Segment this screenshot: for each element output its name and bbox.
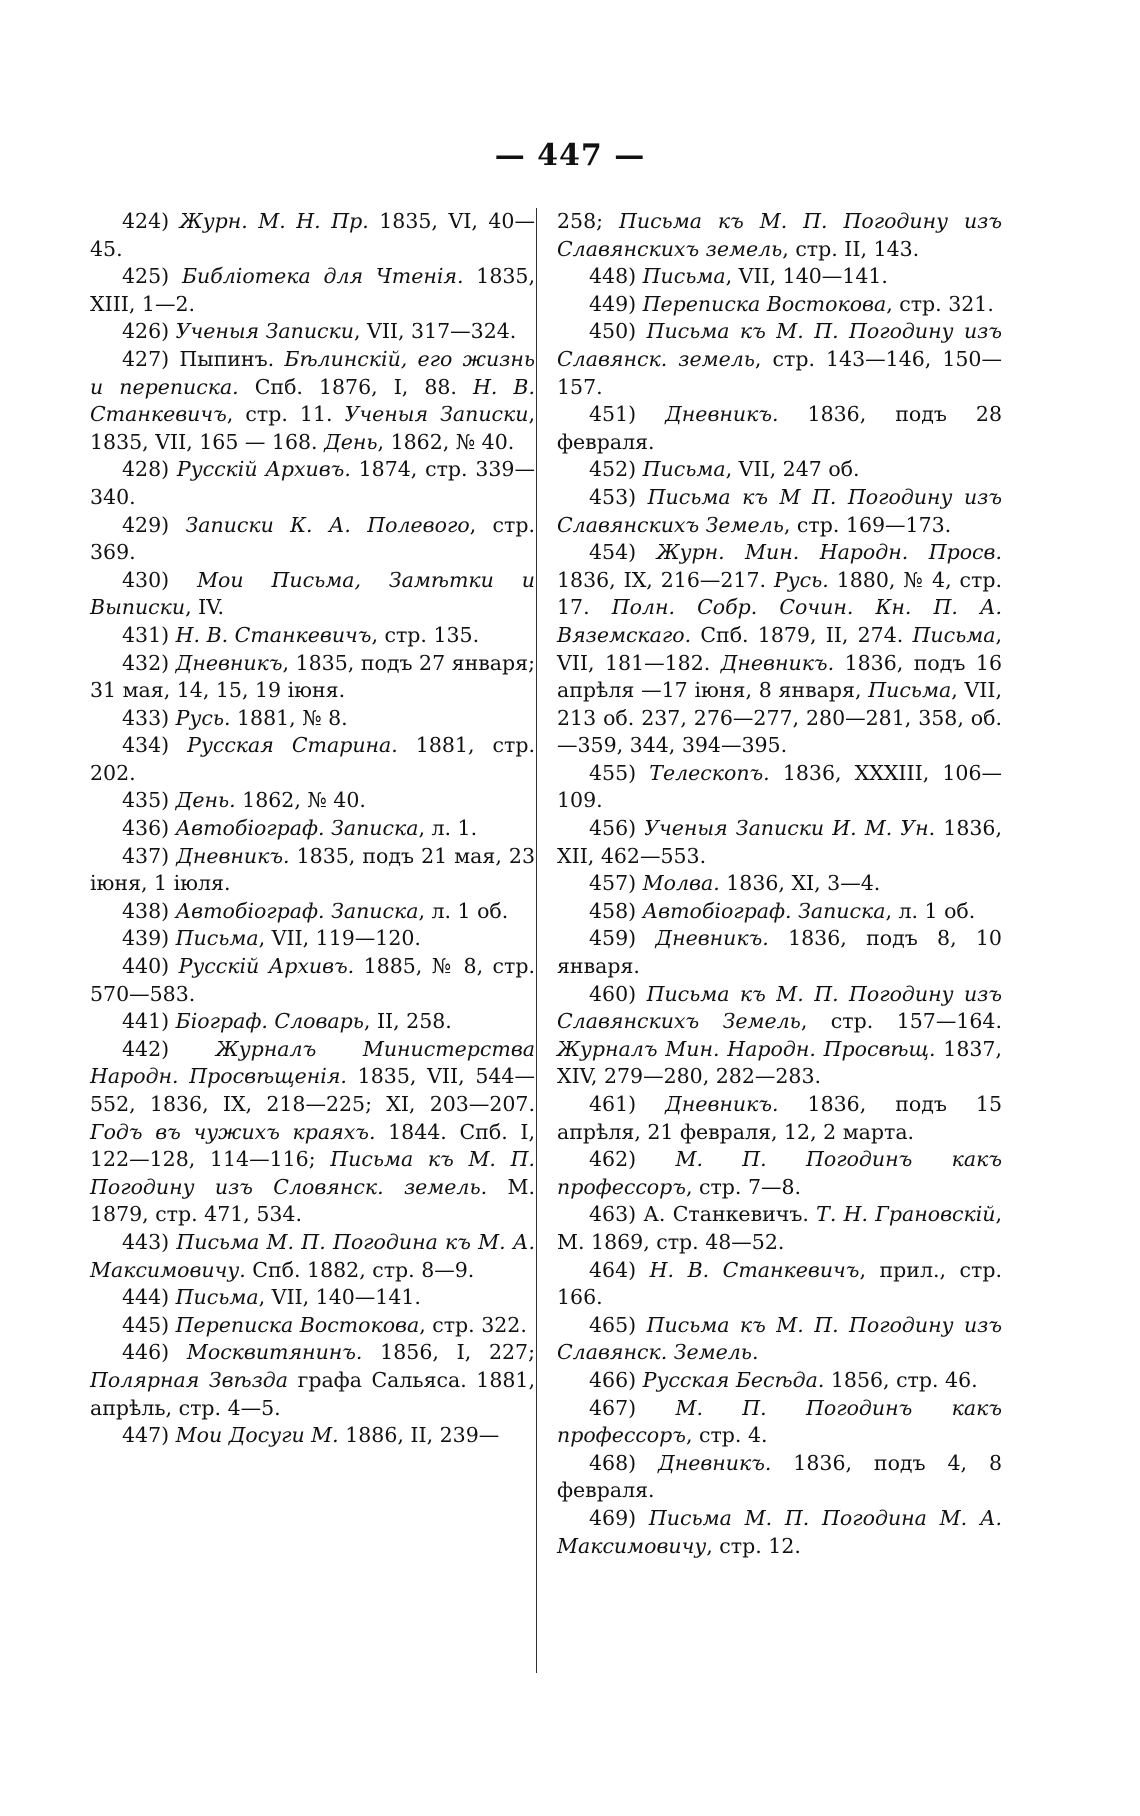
footnote-entry: 438) Автобіограф. Записка, л. 1 об. xyxy=(122,898,509,923)
footnote-entry: 440) Русскій Архивъ. 1885, № 8, стр. 570—583. xyxy=(90,954,535,1006)
footnote-entry: 442) Журналъ Министерства Народн. Просвѣщенія. 1835, VII, 544—552, 1836, IX, 218—225; XI, 203—207. Годъ въ чужихъ краяхъ. 1844. Спб. I, 122—128, 114—116; Письма къ М. П. Погодину изъ Словянск. земель. М. 1879, стр. 471, 534. xyxy=(90,1036,536,1227)
footnote-entry: 458) Автобіограф. Записка, л. 1 об. xyxy=(589,898,976,923)
footnote-entry: 469) Письма М. П. Погодина М. А. Максимовичу, стр. 12. xyxy=(557,1505,1002,1558)
footnote-entry: 456) Ученыя Записки И. М. Ун. 1836, XII, 462—553. xyxy=(557,816,1002,868)
footnote-entry: 439) Письма, VII, 119—120. xyxy=(122,926,421,951)
footnote-entry: 444) Письма, VII, 140—141. xyxy=(122,1285,421,1310)
right-column xyxy=(557,208,1002,1560)
footnote-entry: 467) М. П. Погодинъ какъ профессоръ, стр. 4. xyxy=(557,1395,1002,1448)
footnote-entry: 449) Переписка Востокова, стр. 321. xyxy=(589,291,994,316)
footnote-entry: 437) Дневникъ. 1835, подъ 21 мая, 23 іюня, 1 іюля. xyxy=(90,843,535,896)
footnote-entry: 457) Молва. 1836, XI, 3—4. xyxy=(589,871,881,896)
footnote-entry: 431) Н. В. Станкевичъ, стр. 135. xyxy=(122,622,480,647)
footnote-entry: 428) Русскій Архивъ. 1874, стр. 339—340. xyxy=(90,457,535,509)
footnote-entry: 466) Русская Бесѣда. 1856, стр. 46. xyxy=(589,1367,978,1392)
footnote-entry: 433) Русь. 1881, № 8. xyxy=(122,705,348,730)
footnote-entry: 454) Журн. Мин. Народн. Просв. 1836, IX, 216—217. Русь. 1880, № 4, стр. 17. Полн. Собр. Сочин. Кн. П. А. Вяземскаго. Спб. 1879, II, 274. Письма, VII, 181—182. Дневникъ. 1836, подъ 16 апрѣля —17 іюня, 8 января, Письма, VII, 213 об. 237, 276—277, 280—281, 358, об. —359, 344, 394—395. xyxy=(557,540,1002,758)
footnote-entry: 441) Біограф. Словарь, II, 258. xyxy=(122,1009,452,1034)
footnote-entry: 450) Письма къ М. П. Погодину изъ Славянск. земель, стр. 143—146, 150—157. xyxy=(557,319,1002,399)
footnote-entry: 432) Дневникъ, 1835, подъ 27 января; 31 мая, 14, 15, 19 іюня. xyxy=(90,650,535,703)
footnote-entry: 425) Библіотека для Чтенія. 1835, XIII, 1—2. xyxy=(90,264,535,316)
footnote-entry: 463) А. Станкевичъ. Т. Н. Грановскій, М. 1869, стр. 48—52. xyxy=(557,1202,1003,1254)
footnote-entry: 455) Телескопъ. 1836, XXXIII, 106—109. xyxy=(557,760,1002,813)
footnote-entry: 465) Письма къ М. П. Погодину изъ Славянск. Земель. xyxy=(557,1312,1002,1365)
footnote-entry: 459) Дневникъ. 1836, подъ 8, 10 января. xyxy=(557,926,1002,979)
column-divider xyxy=(536,208,537,1673)
footnote-entry: 460) Письма къ М. П. Погодину изъ Славянскихъ Земель, стр. 157—164. Журналъ Мин. Народн. Просвѣщ. 1837, XIV, 279—280, 282—283. xyxy=(557,981,1002,1089)
footnote-entry: 452) Письма, VII, 247 об. xyxy=(589,457,860,482)
footnote-entry: 461) Дневникъ. 1836, подъ 15 апрѣля, 21 февраля, 12, 2 марта. xyxy=(557,1092,1002,1144)
footnote-entry: 448) Письма, VII, 140—141. xyxy=(589,264,888,289)
footnote-entry: 427) Пыпинъ. Бѣлинскій, его жизнь и переписка. Спб. 1876, I, 88. Н. В. Станкевичъ, стр. 11. Ученыя Записки, 1835, VII, 165 — 168. День, 1862, № 40. xyxy=(90,346,535,454)
footnote-entry: 424) Журн. М. Н. Пр. 1835, VI, 40—45. xyxy=(90,209,535,261)
footnote-entry: 430) Мои Письма, Замѣтки и Выписки, IV. xyxy=(90,567,535,620)
footnote-entry: 464) Н. В. Станкевичъ, прил., стр. 166. xyxy=(557,1257,1003,1310)
footnote-entry: 445) Переписка Востокова, стр. 322. xyxy=(122,1312,527,1337)
footnote-entry: 435) День. 1862, № 40. xyxy=(122,788,366,813)
page-number: — 447 — xyxy=(494,138,646,173)
footnote-entry: 451) Дневникъ. 1836, подъ 28 февраля. xyxy=(557,402,1002,454)
footnote-entry: 453) Письма къ М П. Погодину изъ Славянскихъ Земель, стр. 169—173. xyxy=(557,484,1002,537)
footnote-entry: 426) Ученыя Записки, VII, 317—324. xyxy=(122,319,517,344)
footnote-entry: 443) Письма М. П. Погодина къ М. А. Максимовичу. Спб. 1882, стр. 8—9. xyxy=(90,1229,535,1282)
left-column xyxy=(90,208,535,1450)
footnote-entry: 446) Москвитянинъ. 1856, I, 227; Полярная Звѣзда графа Сальяса. 1881, апрѣль, стр. 4—5. xyxy=(90,1340,535,1420)
footnote-entry: 434) Русская Старина. 1881, стр. 202. xyxy=(90,733,535,785)
footnote-entry: 429) Записки К. А. Полевого, стр. 369. xyxy=(90,512,535,565)
footnote-entry: 468) Дневникъ. 1836, подъ 4, 8 февраля. xyxy=(557,1450,1002,1503)
footnote-entry: 436) Автобіограф. Записка, л. 1. xyxy=(122,816,478,841)
footnote-entry: 462) М. П. Погодинъ какъ профессоръ, стр. 7—8. xyxy=(557,1147,1002,1199)
footnote-entry: 258; Письма къ М. П. Погодину изъ Славянскихъ земель, стр. II, 143. xyxy=(557,209,1002,261)
footnote-entry: 447) Мои Досуги М. 1886, II, 239— xyxy=(122,1423,500,1448)
